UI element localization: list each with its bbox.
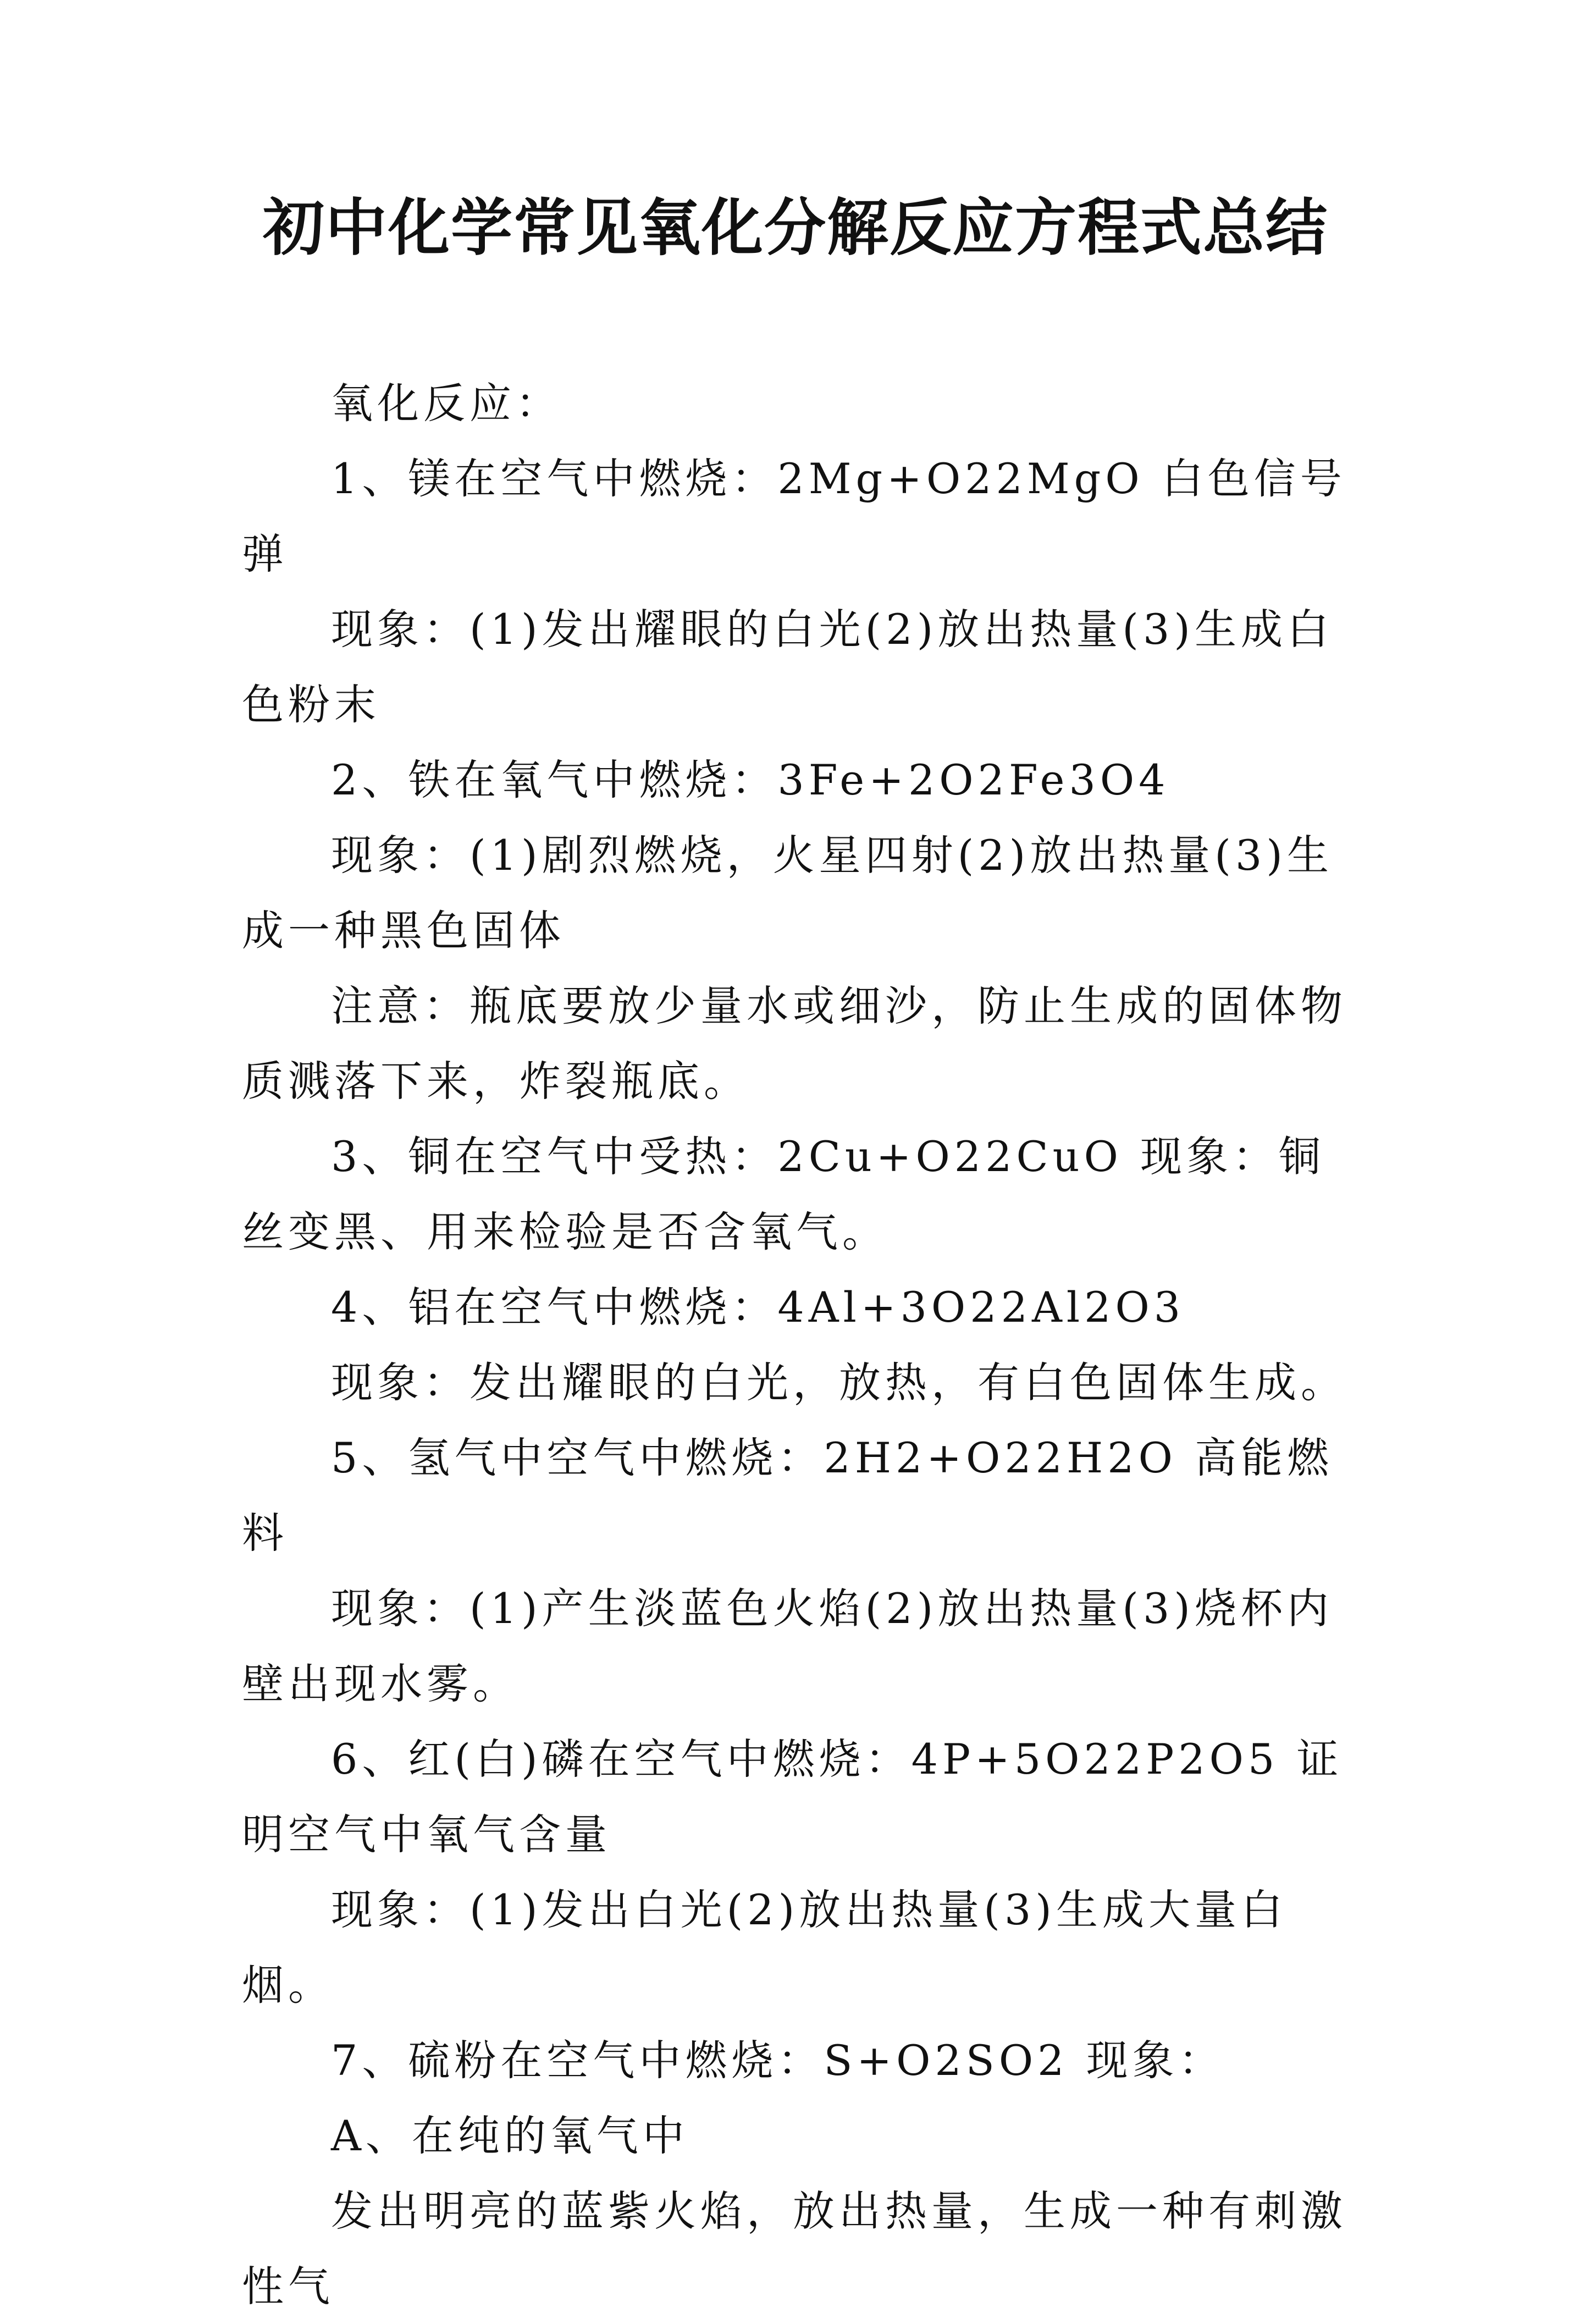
paragraph-copper-equation: 3、铜在空气中受热：2Cu+O22CuO 现象：铜丝变黑、用来检验是否含氧气。 <box>242 1132 1325 1256</box>
paragraph-iron-note: 注意：瓶底要放少量水或细沙，防止生成的固体物质溅落下来，炸裂瓶底。 <box>242 981 1347 1106</box>
document-title: 初中化学常见氧化分解反应方程式总结 <box>263 192 1328 264</box>
paragraph-phosphorus-phenomenon: 现象：(1)发出白光(2)放出热量(3)生成大量白烟。 <box>242 1885 1287 2010</box>
paragraph-hydrogen-equation: 5、氢气中空气中燃烧：2H2+O22H2O 高能燃料 <box>242 1433 1334 1558</box>
paragraph-hydrogen-phenomenon: 现象：(1)产生淡蓝色火焰(2)放出热量(3)烧杯内壁出现水雾。 <box>242 1584 1333 1708</box>
paragraph-sulfur-pure-oxygen: A、在纯的氧气中 <box>331 2111 689 2160</box>
paragraph-aluminum-equation: 4、铝在空气中燃烧：4Al+3O22Al2O3 <box>331 1283 1185 1332</box>
paragraph-magnesium-equation: 1、镁在空气中燃烧：2Mg+O22MgO 白色信号弹 <box>242 454 1346 578</box>
paragraph-aluminum-phenomenon: 现象：发出耀眼的白光，放热，有白色固体生成。 <box>331 1358 1347 1407</box>
paragraph-iron-phenomenon: 现象：(1)剧烈燃烧，火星四射(2)放出热量(3)生成一种黑色固体 <box>242 831 1333 955</box>
paragraph-magnesium-phenomenon: 现象：(1)发出耀眼的白光(2)放出热量(3)生成白色粉末 <box>242 605 1333 729</box>
paragraph-oxidation-heading: 氧化反应： <box>331 379 562 428</box>
document-body <box>242 366 1352 2324</box>
paragraph-sulfur-equation: 7、硫粉在空气中燃烧：S+O2SO2 现象： <box>331 2036 1225 2085</box>
paragraph-sulfur-phenomenon: 发出明亮的蓝紫火焰，放出热量，生成一种有刺激性气 <box>242 2187 1347 2311</box>
paragraph-iron-equation: 2、铁在氧气中燃烧：3Fe+2O2Fe3O4 <box>331 755 1170 804</box>
paragraph-phosphorus-equation: 6、红(白)磷在空气中燃烧：4P+5O22P2O5 证明空气中氧气含量 <box>242 1735 1343 1859</box>
